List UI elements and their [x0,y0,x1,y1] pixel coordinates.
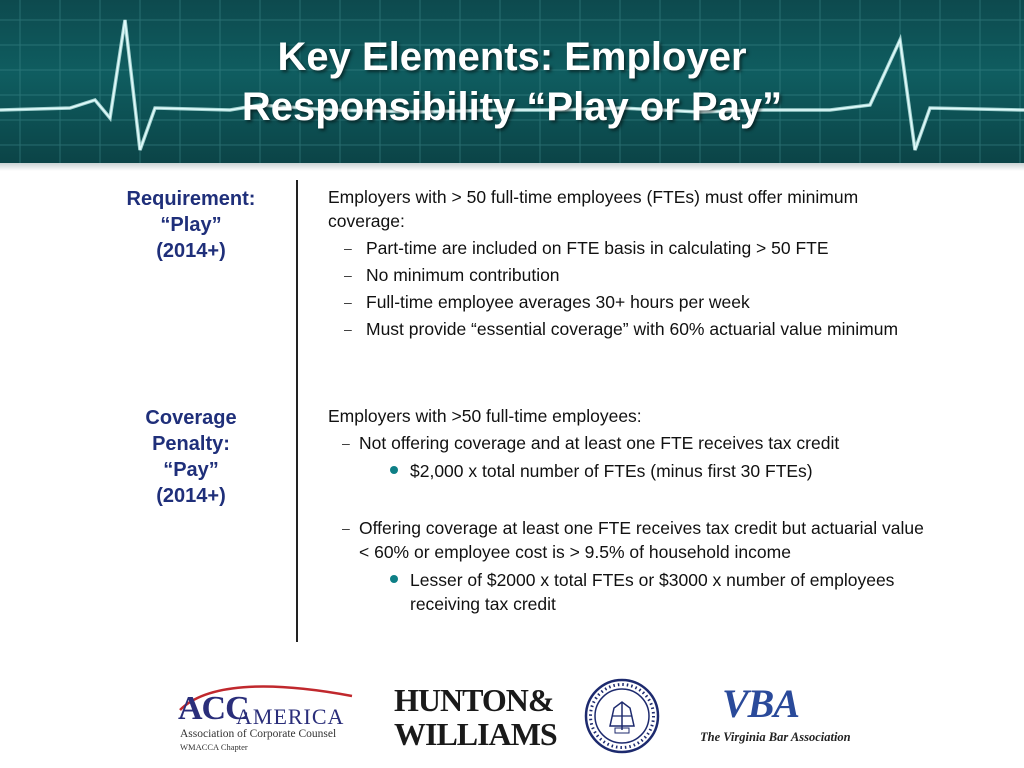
requirement-label-line: Requirement: [126,188,256,210]
penalty-label-line: Coverage [145,407,237,429]
list-item [328,317,938,341]
penalty-label-line: Penalty: [152,433,230,455]
dash-marker: – [342,520,350,536]
vba-logo-name: The Virginia Bar Association [700,730,851,744]
penalty-content [328,404,938,616]
requirement-content [328,185,938,341]
penalty-label-line: (2014+) [156,485,226,507]
sub-list-item [328,568,938,616]
penalty-intro: Employers with >50 full-time employees: [328,406,642,426]
bullet-dot-icon [390,466,398,474]
list-item-text: Full-time employee averages 30+ hours per week [366,292,750,312]
city-seal-logo [584,678,660,754]
list-item [328,431,938,455]
dash-marker: – [342,435,350,451]
sub-list-item [328,459,938,483]
acc-logo-name: AMERICA [236,704,345,729]
title-line-2: Responsibility “Play or Pay” [241,85,783,129]
list-item [328,263,938,287]
penalty-label [100,405,282,509]
dash-marker: – [344,294,352,310]
requirement-label-line: (2014+) [156,240,226,262]
dash-marker: – [344,240,352,256]
acc-america-logo [176,682,356,756]
virginia-bar-association-logo [700,680,851,756]
header-shadow [0,163,1024,171]
sub-list-item-text: $2,000 x total number of FTEs (minus first 30 FTEs) [410,461,813,481]
dash-marker: – [344,321,352,337]
dash-marker: – [344,267,352,283]
penalty-label-line: “Pay” [163,459,219,481]
bullet-dot-icon [390,575,398,583]
hw-logo-line-2: WILLIAMS [394,716,557,752]
vba-logo-mark: VBA [722,681,800,726]
sponsor-logos [0,670,1024,768]
list-item [328,290,938,314]
list-item-text: Offering coverage at least one FTE receives tax credit but actuarial value < 60% or employee cost is > 9.5% of household income [359,518,924,562]
title-line-1: Key Elements: Employer [277,35,747,79]
hunton-williams-logo [394,682,557,752]
header-banner [0,0,1024,163]
list-item [328,236,938,260]
list-item-text: No minimum contribution [366,265,560,285]
requirement-intro: Employers with > 50 full-time employees (FTEs) must offer minimum coverage: [328,187,859,231]
sub-list-item-text: Lesser of $2000 x total FTEs or $3000 x number of employees receiving tax credit [410,570,895,614]
acc-logo-subtitle: Association of Corporate Counsel [180,728,337,740]
list-item [328,516,938,564]
requirement-label [100,186,282,264]
acc-logo-mark: ACC [178,690,249,727]
list-item-text: Not offering coverage and at least one FTE receives tax credit [359,433,840,453]
hw-logo-line-1: HUNTON& [394,682,554,718]
list-item-text: Must provide “essential coverage” with 60% actuarial value minimum [366,319,899,339]
acc-logo-chapter: WMACCA Chapter [180,742,248,752]
slide-title [0,32,1024,132]
vertical-divider [296,180,298,642]
requirement-label-line: “Play” [160,214,222,236]
list-item-text: Part-time are included on FTE basis in calculating > 50 FTE [366,238,829,258]
seal-icon [584,678,660,754]
